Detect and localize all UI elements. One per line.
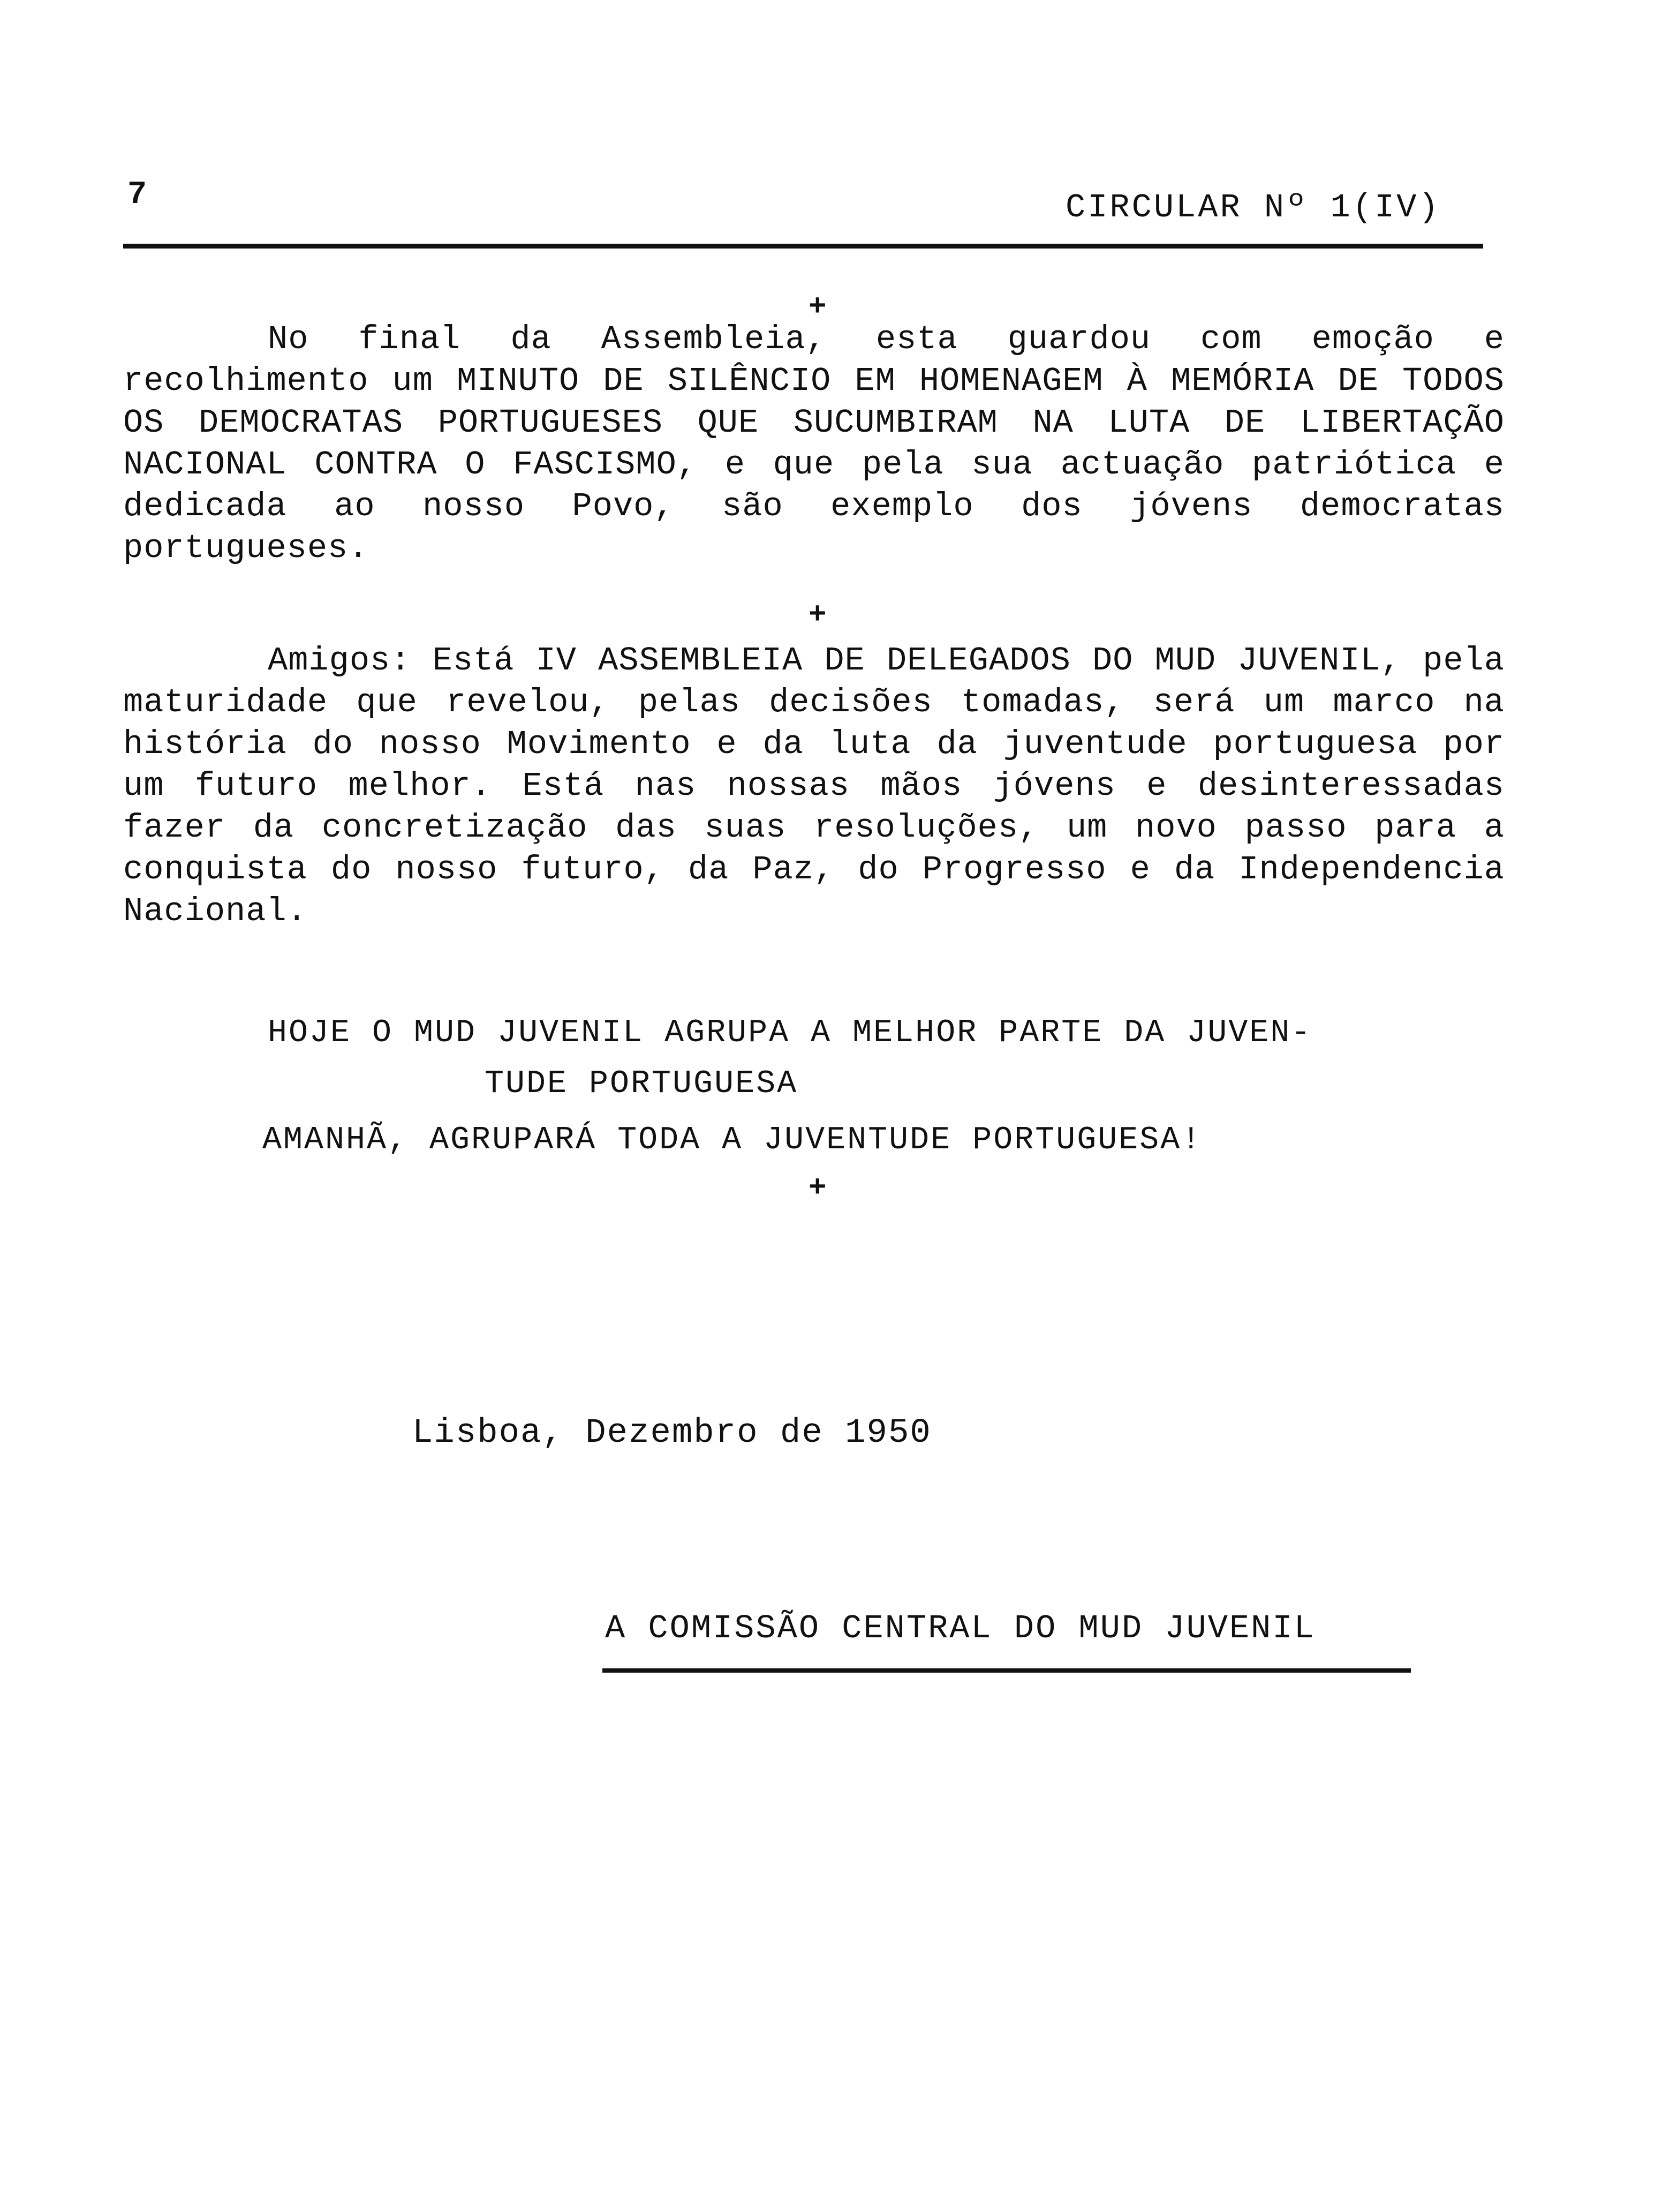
- slogan-line: HOJE O MUD JUVENIL AGRUPA A MELHOR PARTE DA JUVEN-: [268, 1015, 1312, 1051]
- slogan-line: TUDE PORTUGUESA: [485, 1066, 798, 1102]
- place-date: Lisboa, Dezembro de 1950: [412, 1414, 932, 1453]
- signature-rule: [602, 1668, 1411, 1673]
- section-separator: +: [809, 290, 827, 324]
- paragraph-assembly: Amigos: Está IV ASSEMBLEIA DE DELEGADOS DO MUD JUVENIL, pela maturidade que revelou, pelas decisões tomadas, será um marco na história do nosso Movimento e da luta da juventude portuguesa por um futuro melhor. Está nas nossas mãos jóvens e desinteressadas fazer da concretização das suas resoluções, um novo passo para a conquista do nosso futuro, da Paz, do Progresso e da Independencia Nacional.: [123, 642, 1505, 930]
- paragraph-tribute: No final da Assembleia, esta guardou com emoção e recolhimento um MINUTO DE SILÊNCIO EM HOMENAGEM À MEMÓRIA DE TODOS OS DEMOCRATAS PORTUGUESES QUE SUCUMBIRAM NA LUTA DE LIBERTAÇÃO NACIONAL CONTRA O FASCISMO, e que pela sua actuação patriótica e dedicada ao nosso Povo, são exemplo dos jóvens democratas portugueses.: [123, 320, 1505, 567]
- signature-line: A COMISSÃO CENTRAL DO MUD JUVENIL: [605, 1609, 1316, 1647]
- page-number: 7: [127, 177, 147, 213]
- slogan-line: AMANHÃ, AGRUPARÁ TODA A JUVENTUDE PORTUGUESA!: [262, 1122, 1203, 1158]
- header-rule: [123, 244, 1483, 249]
- section-separator: +: [809, 1171, 827, 1205]
- document-reference: CIRCULAR Nº 1(IV): [1066, 189, 1441, 227]
- section-separator: +: [809, 598, 827, 632]
